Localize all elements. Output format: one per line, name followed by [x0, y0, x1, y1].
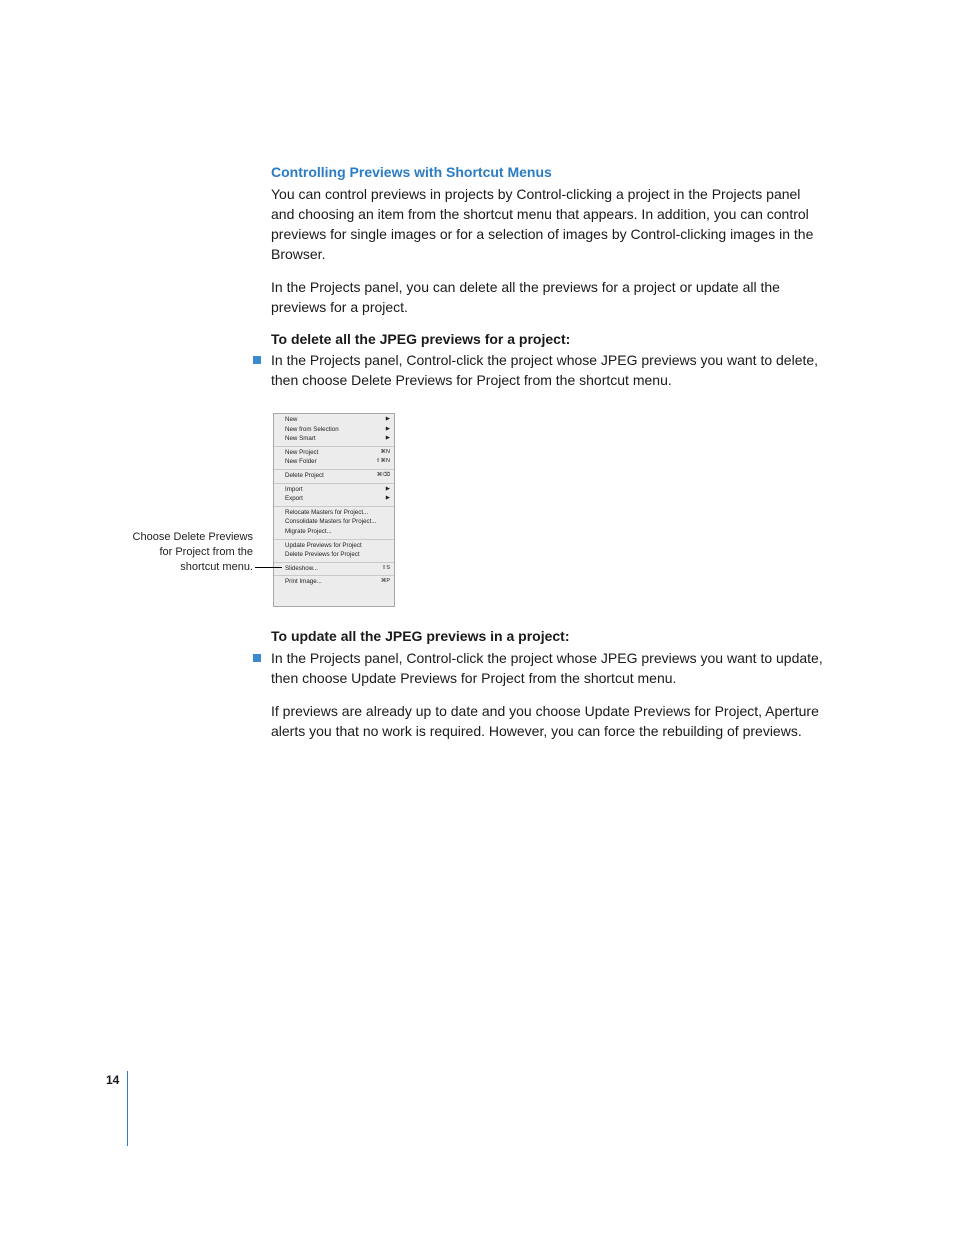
menu-item-label: New Project [285, 448, 319, 456]
menu-item-label: Delete Project [285, 471, 324, 479]
menu-item[interactable] [274, 471, 394, 481]
menu-item-shortcut: ⌘P [380, 578, 390, 585]
menu-item[interactable] [274, 517, 394, 527]
menu-item[interactable] [274, 415, 394, 425]
menu-item-label: New [285, 416, 298, 423]
menu-group [274, 563, 394, 577]
delete-task-step: In the Projects panel, Control-click the project whose JPEG previews you want to delete, then choose Delete Previews for Project from the shortcut menu. [271, 352, 819, 388]
submenu-arrow-icon: ▶ [385, 495, 390, 502]
menu-item[interactable] [274, 457, 394, 467]
page-rule [127, 1071, 128, 1146]
menu-group [274, 576, 394, 589]
menu-item-label: Import [285, 485, 303, 493]
menu-item-shortcut: ⌘⌫ [376, 471, 390, 478]
menu-item[interactable] [274, 485, 394, 495]
bullet-icon [253, 356, 261, 364]
update-note: If previews are already up to date and you choose Update Previews for Project, Aperture alerts you that no work is required. However, you can force the rebuilding of previews. [271, 703, 819, 739]
callout-leader-line [255, 567, 282, 568]
submenu-arrow-icon: ▶ [385, 435, 390, 442]
delete-task-title: To delete all the JPEG previews for a project: [271, 331, 571, 347]
menu-item-label: New Folder [285, 458, 317, 466]
menu-group [274, 507, 394, 540]
menu-item[interactable] [274, 494, 394, 504]
menu-item[interactable] [274, 564, 394, 574]
intro-paragraph-2: In the Projects panel, you can delete all the previews for a project or update all the previews for a project. [271, 279, 780, 315]
menu-item-label: Slideshow... [285, 564, 319, 572]
menu-item-label: New Smart [285, 435, 316, 443]
shortcut-menu [273, 413, 395, 607]
update-task-step: In the Projects panel, Control-click the project whose JPEG previews you want to update, then choose Update Previews for Project from the shortcut menu. [271, 650, 823, 686]
menu-group [274, 540, 394, 563]
menu-group [274, 414, 394, 447]
page-number: 14 [106, 1073, 120, 1087]
menu-item[interactable] [274, 550, 394, 560]
menu-group [274, 484, 394, 507]
callout-line-1: Choose Delete Previews [132, 531, 253, 543]
menu-item-label: Print Image... [285, 578, 322, 586]
menu-item[interactable] [274, 508, 394, 518]
menu-item[interactable] [274, 425, 394, 435]
menu-item[interactable] [274, 527, 394, 537]
update-task-title: To update all the JPEG previews in a project: [271, 628, 570, 644]
menu-item-label: Relocate Masters for Project... [285, 508, 369, 516]
callout-line-2: for Project from the [159, 546, 253, 558]
intro-paragraph: You can control previews in projects by Control-clicking a project in the Projects panel and choosing an item from the shortcut menu that appears. In addition, you can control previews for single images or for a selection of images by Control-clicking images in the Browser. [271, 186, 814, 262]
menu-item-shortcut: ⌘N [380, 448, 390, 455]
menu-item-label: New from Selection [285, 425, 339, 433]
menu-callout [120, 530, 253, 575]
menu-item-label: Consolidate Masters for Project... [285, 518, 377, 526]
menu-item[interactable] [274, 448, 394, 458]
menu-item-shortcut: ⇧S [381, 564, 390, 571]
submenu-arrow-icon: ▶ [385, 416, 390, 422]
submenu-arrow-icon: ▶ [385, 485, 390, 492]
menu-item[interactable] [274, 577, 394, 587]
menu-item-label: Update Previews for Project [285, 541, 362, 549]
menu-item-label: Delete Previews for Project [285, 551, 360, 559]
menu-group [274, 470, 394, 484]
section-heading: Controlling Previews with Shortcut Menus [271, 164, 552, 180]
callout-line-3: shortcut menu. [180, 561, 253, 573]
menu-item-label: Migrate Project... [285, 527, 332, 535]
bullet-icon [253, 654, 261, 662]
menu-item-label: Export [285, 495, 303, 503]
menu-item-shortcut: ⇧⌘N [375, 458, 390, 465]
menu-group [274, 447, 394, 470]
menu-item[interactable] [274, 541, 394, 551]
submenu-arrow-icon: ▶ [385, 425, 390, 432]
menu-item[interactable] [274, 434, 394, 444]
